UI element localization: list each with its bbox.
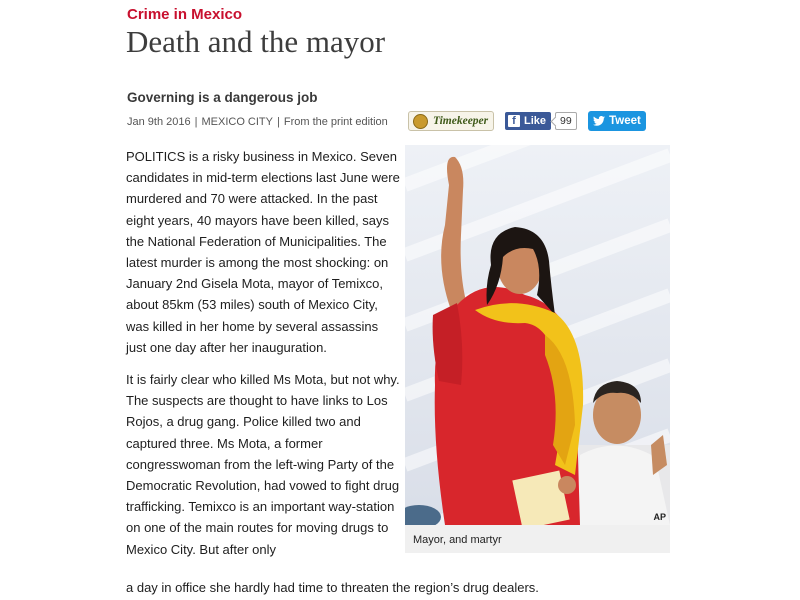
dateline-location: MEXICO CITY [201, 116, 273, 128]
facebook-like-label: Like [524, 115, 547, 127]
timekeeper-icon [413, 114, 428, 129]
article-body [126, 146, 400, 571]
timekeeper-button[interactable] [408, 111, 494, 131]
dateline [127, 116, 388, 128]
body-paragraph: POLITICS is a risky business in Mexico. Seven candidates in mid-term elections last June were murdered and 70 were attacked. In the past eight years, 40 mayors have been killed, says the National Federation of Municipalities. The latest murder is among the most shocking: on January 2nd Gisela Mota, mayor of Temixco, about 85km (53 miles) south of Mexico City, was killed in her home by several assassins just one day after her inauguration. [126, 149, 400, 355]
tweet-label: Tweet [609, 115, 641, 127]
body-paragraph: It is fairly clear who killed Ms Mota, but not why. The suspects are thought to have links to Los Rojos, a drug gang. Police killed two and captured three. Ms Mota, a former congresswoman from the left-wing Party of the Democratic Revolution, had vowed to fight drug trafficking. Temixco is an important way-station on one of the main routes for moving drugs to Mexico City. But after only [126, 372, 400, 557]
facebook-like-button[interactable] [505, 112, 551, 130]
photo-credit: AP [653, 512, 666, 522]
publish-date: Jan 9th 2016 [127, 116, 191, 128]
article-headline: Death and the mayor [126, 24, 386, 59]
body-paragraph-tail: a day in office she hardly had time to threaten the region’s drug dealers. [126, 580, 539, 595]
article-standfirst: Governing is a dangerous job [127, 90, 318, 105]
article-rubric[interactable]: Crime in Mexico [127, 6, 243, 23]
timekeeper-label: Timekeeper [433, 115, 489, 127]
facebook-like-widget [505, 112, 577, 130]
print-edition-link[interactable]: From the print edition [283, 116, 388, 128]
facebook-like-count: 99 [555, 112, 577, 130]
tweet-button[interactable] [588, 111, 646, 131]
dateline-separator: | [194, 116, 198, 128]
article-figure [405, 145, 670, 553]
mayor-photo [405, 145, 670, 525]
figure-caption: Mayor, and martyr [413, 534, 502, 546]
twitter-bird-icon [593, 116, 605, 126]
facebook-icon: f [508, 115, 520, 127]
dateline-separator: | [277, 116, 280, 128]
